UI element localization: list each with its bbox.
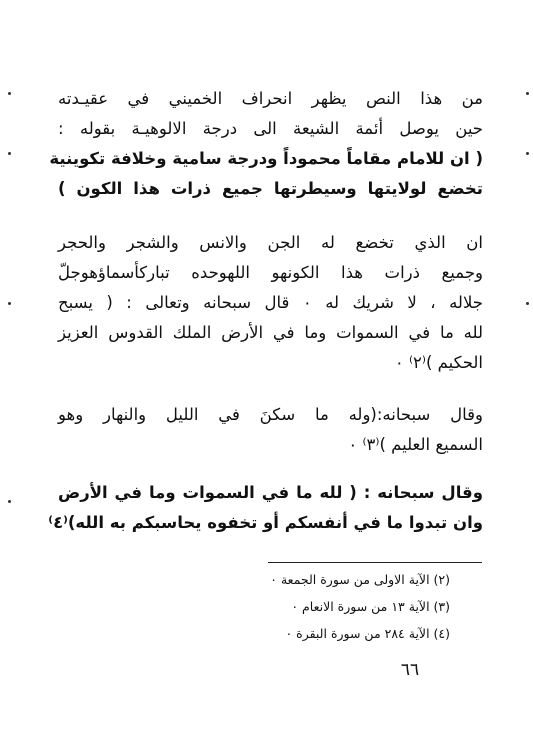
text-line: من هذا النص يظهر انحراف الخميني في عقيـدته — [58, 89, 483, 108]
margin-dot — [8, 152, 11, 155]
text-line: جلاله ، لا شريك له ٠ قال سبحانه وتعالى : ( يسبح — [58, 293, 483, 312]
paragraph-2 — [58, 228, 483, 378]
text-line: تخضع لولايتها وسيطرتها جميع ذرات هذا الكون ) — [58, 179, 483, 198]
paragraph-4 — [48, 478, 483, 538]
footnotes — [200, 566, 450, 647]
text-line: ان الذي تخضع له الجن والانس والشجر والحجر — [58, 233, 483, 252]
text-line: لله ما في السموات وما في الأرض الملك القدوس العزيز — [58, 323, 483, 342]
text-line: حين يوصل أئمة الشيعة الى درجة الالوهيـة بقوله : — [58, 119, 483, 138]
footnote-divider — [268, 562, 482, 563]
margin-dot — [8, 92, 11, 95]
paragraph-3 — [58, 400, 483, 460]
text-line: السميع العليم )⁽٣⁾ ٠ — [348, 435, 483, 454]
margin-dot — [8, 302, 11, 305]
margin-dot — [526, 92, 529, 95]
margin-dot — [526, 302, 529, 305]
text-line: وقال سبحانه : ( لله ما في السموات وما في الأرض — [58, 483, 483, 502]
text-line: وقال سبحانه:(وله ما سكنَ في الليل والنهار وهو — [58, 405, 483, 424]
footnote: (٣) الآية ١٣ من سورة الانعام ٠ — [291, 599, 450, 614]
paragraph-1 — [49, 84, 483, 204]
text-line: الحكيم )⁽٢⁾ ٠ — [394, 353, 483, 372]
text-line: وجميع ذرات هذا الكونهو اللهوحده تباركأسماؤهوجلّ — [58, 263, 483, 282]
page-number: ٦٦ — [400, 660, 420, 680]
margin-dot — [526, 152, 529, 155]
footnote: (٢) الآية الاولى من سورة الجمعة ٠ — [270, 572, 450, 587]
text-line: وان تبدوا ما في أنفسكم أو تخفوه يحاسبكم به الله)⁽٤⁾ — [48, 513, 483, 532]
footnote: (٤) الآية ٢٨٤ من سورة البقرة ٠ — [285, 626, 450, 641]
margin-dot — [8, 500, 11, 503]
text-line: ( ان للامام مقاماً محموداً ودرجة سامية وخلافة تكوينية — [49, 149, 483, 168]
